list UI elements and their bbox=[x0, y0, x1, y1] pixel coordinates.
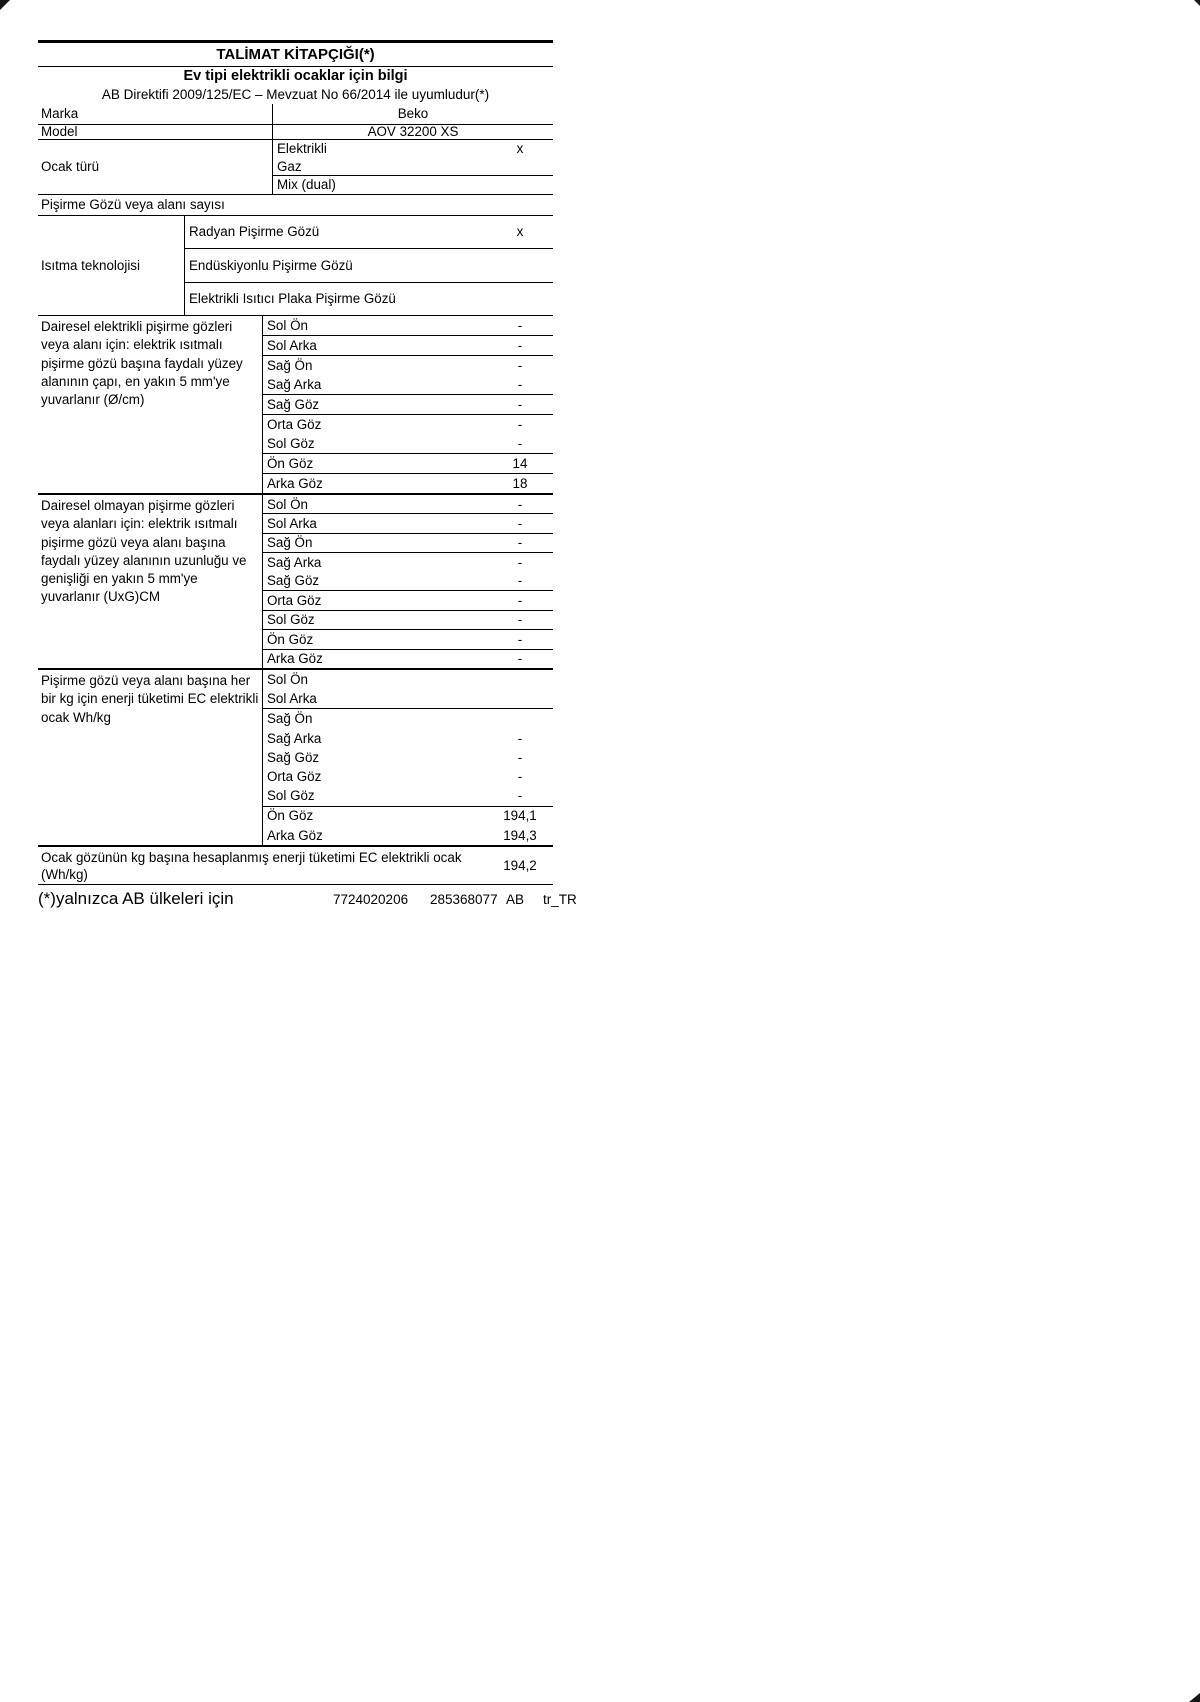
row-label: Sol Arka bbox=[267, 691, 317, 707]
row-label: Elektrikli bbox=[277, 141, 327, 157]
row-value: - bbox=[517, 749, 523, 765]
row-label: Ön Göz bbox=[267, 455, 314, 471]
heating-tech-label: Isıtma teknolojisi bbox=[41, 257, 140, 273]
table-row bbox=[263, 826, 553, 845]
row-label: Sağ Ön bbox=[267, 711, 313, 727]
eu-countries-note: (*)yalnızca AB ülkeleri için bbox=[38, 889, 234, 908]
row-label: Sağ Göz bbox=[267, 396, 320, 412]
page-title-text: TALİMAT KİTAPÇIĞI(*) bbox=[216, 45, 375, 63]
circular-zones-section bbox=[38, 316, 553, 495]
table-row bbox=[185, 216, 553, 249]
brand-label: Marka bbox=[41, 106, 79, 122]
row-label: Arka Göz bbox=[267, 827, 323, 843]
row-label: Sağ Ön bbox=[267, 535, 313, 551]
row-label: Arka Göz bbox=[267, 475, 323, 491]
model-label: Model bbox=[41, 124, 78, 140]
row-value: - bbox=[517, 592, 523, 608]
page-footer bbox=[38, 885, 577, 919]
row-value: - bbox=[517, 337, 523, 353]
row-value: 14 bbox=[512, 455, 528, 471]
table-row bbox=[263, 670, 553, 689]
energy-per-zone-section bbox=[38, 670, 553, 847]
scan-corner-artifact-top-left bbox=[0, 0, 10, 10]
row-value: - bbox=[517, 788, 523, 804]
row-label: Sağ Arka bbox=[267, 730, 322, 746]
noncircular-zones-section bbox=[38, 495, 553, 670]
row-label: Sol Arka bbox=[267, 515, 317, 531]
table-row bbox=[263, 767, 553, 786]
table-row bbox=[263, 474, 553, 493]
row-label: Sol Göz bbox=[267, 788, 315, 804]
row-label: Sol Ön bbox=[267, 317, 308, 333]
row-label: Sol Göz bbox=[267, 612, 315, 628]
row-value: - bbox=[517, 396, 523, 412]
row-value: - bbox=[517, 376, 523, 392]
row-value: - bbox=[517, 496, 523, 512]
table-row bbox=[185, 249, 553, 282]
zone-count-label: Pişirme Gözü veya alanı sayısı bbox=[41, 197, 225, 213]
row-value: - bbox=[517, 554, 523, 570]
energy-per-zone-label: Pişirme gözü veya alanı başına her bir kg için enerji tüketimi EC elektrikli ocak Wh/kg bbox=[38, 670, 263, 845]
zone-count-row bbox=[38, 195, 553, 216]
row-label: Sağ Arka bbox=[267, 554, 322, 570]
row-label: Endüskiyonlu Pişirme Gözü bbox=[189, 257, 353, 273]
table-row bbox=[263, 395, 553, 415]
model-value: AOV 32200 XS bbox=[367, 124, 459, 140]
row-label: Sol Ön bbox=[267, 496, 308, 512]
directive-note bbox=[38, 86, 553, 104]
region-code: AB bbox=[506, 892, 525, 907]
table-row bbox=[263, 709, 553, 728]
row-label: Sağ Göz bbox=[267, 749, 320, 765]
table-row bbox=[263, 611, 553, 630]
hob-type-section bbox=[38, 140, 553, 195]
instruction-table bbox=[38, 40, 577, 919]
row-label: Ön Göz bbox=[267, 631, 314, 647]
table-row bbox=[263, 316, 553, 336]
table-row bbox=[263, 786, 553, 806]
row-value: x bbox=[516, 141, 524, 157]
table-row bbox=[263, 356, 553, 375]
table-row bbox=[263, 553, 553, 571]
row-label: Mix (dual) bbox=[277, 177, 336, 193]
model-row bbox=[38, 125, 553, 140]
table-row bbox=[273, 176, 553, 194]
row-label: Arka Göz bbox=[267, 651, 323, 667]
document-code: 7724020206 bbox=[333, 892, 409, 907]
row-label: Sağ Ön bbox=[267, 357, 313, 373]
row-value: - bbox=[517, 651, 523, 667]
circular-zones-label: Dairesel elektrikli pişirme gözleri veya alanı için: elektrik ısıtmalı pişirme gözü başına faydalı yüzey alanının çapı, en yakın 5 mm'ye yuvarlanır (Ø/cm) bbox=[38, 316, 263, 493]
page-subtitle bbox=[38, 67, 553, 86]
row-value: 194,3 bbox=[503, 827, 537, 843]
table-row bbox=[263, 729, 553, 748]
table-row bbox=[263, 807, 553, 826]
page-subtitle-text: Ev tipi elektrikli ocaklar için bilgi bbox=[183, 68, 408, 85]
row-value: 18 bbox=[512, 475, 528, 491]
scan-corner-artifact-top-right bbox=[1194, 0, 1200, 6]
table-row bbox=[263, 336, 553, 356]
row-label: Sol Göz bbox=[267, 435, 315, 451]
row-label: Sol Arka bbox=[267, 337, 317, 353]
directive-note-text: AB Direktifi 2009/125/EC – Mevzuat No 66/2014 ile uyumludur(*) bbox=[101, 87, 490, 103]
row-label: Radyan Pişirme Gözü bbox=[189, 224, 320, 240]
noncircular-zones-label: Dairesel olmayan pişirme gözleri veya alanları için: elektrik ısıtmalı pişirme gözü veya alanı başına faydalı yüzey alanının uzunluğu ve genişliği en yakın 5 mm'ye yuvarlanır (UxG)CM bbox=[38, 495, 263, 668]
table-row bbox=[263, 591, 553, 610]
row-label: Elektrikli Isıtıcı Plaka Pişirme Gözü bbox=[189, 291, 396, 307]
scan-corner-artifact-bottom-right bbox=[1189, 1693, 1200, 1702]
total-energy-label: Ocak gözünün kg başına hesaplanmış enerji tüketimi EC elektrikli ocak (Wh/kg) bbox=[41, 850, 462, 882]
row-value: - bbox=[517, 769, 523, 784]
row-value: - bbox=[517, 317, 523, 333]
row-label: Sağ Arka bbox=[267, 376, 322, 392]
row-value: - bbox=[517, 631, 523, 647]
table-row bbox=[263, 434, 553, 454]
table-row bbox=[263, 514, 553, 533]
row-value: - bbox=[517, 515, 523, 531]
table-row bbox=[263, 495, 553, 514]
brand-value: Beko bbox=[397, 106, 429, 122]
hob-type-label: Ocak türü bbox=[41, 159, 100, 175]
row-label: Sağ Göz bbox=[267, 573, 320, 589]
table-row bbox=[263, 572, 553, 591]
total-energy-row bbox=[38, 847, 553, 885]
heating-tech-section bbox=[38, 216, 553, 316]
table-row bbox=[263, 454, 553, 474]
table-row bbox=[263, 415, 553, 434]
brand-row bbox=[38, 104, 553, 125]
row-value: x bbox=[516, 224, 524, 240]
table-row bbox=[263, 650, 553, 668]
row-label: Ön Göz bbox=[267, 808, 314, 824]
row-value: - bbox=[517, 357, 523, 373]
document-code: 285368077 bbox=[430, 892, 498, 907]
row-value: - bbox=[517, 573, 523, 589]
row-label: Orta Göz bbox=[267, 769, 322, 784]
table-row bbox=[185, 283, 553, 315]
table-row bbox=[273, 140, 553, 158]
page-title bbox=[38, 43, 553, 67]
row-label: Sol Ön bbox=[267, 671, 308, 687]
table-row bbox=[263, 748, 553, 767]
table-row bbox=[263, 534, 553, 553]
row-value: - bbox=[517, 416, 523, 432]
table-row bbox=[263, 630, 553, 649]
row-value: - bbox=[517, 535, 523, 551]
table-row bbox=[263, 689, 553, 709]
table-row bbox=[263, 375, 553, 395]
table-row bbox=[273, 158, 553, 177]
row-value: - bbox=[517, 612, 523, 628]
language-code: tr_TR bbox=[543, 892, 577, 907]
row-label: Gaz bbox=[277, 158, 302, 174]
row-value: - bbox=[517, 730, 523, 746]
row-value: - bbox=[517, 435, 523, 451]
total-energy-value: 194,2 bbox=[503, 857, 537, 873]
row-label: Orta Göz bbox=[267, 416, 322, 432]
row-value: 194,1 bbox=[503, 808, 537, 824]
row-label: Orta Göz bbox=[267, 592, 322, 608]
